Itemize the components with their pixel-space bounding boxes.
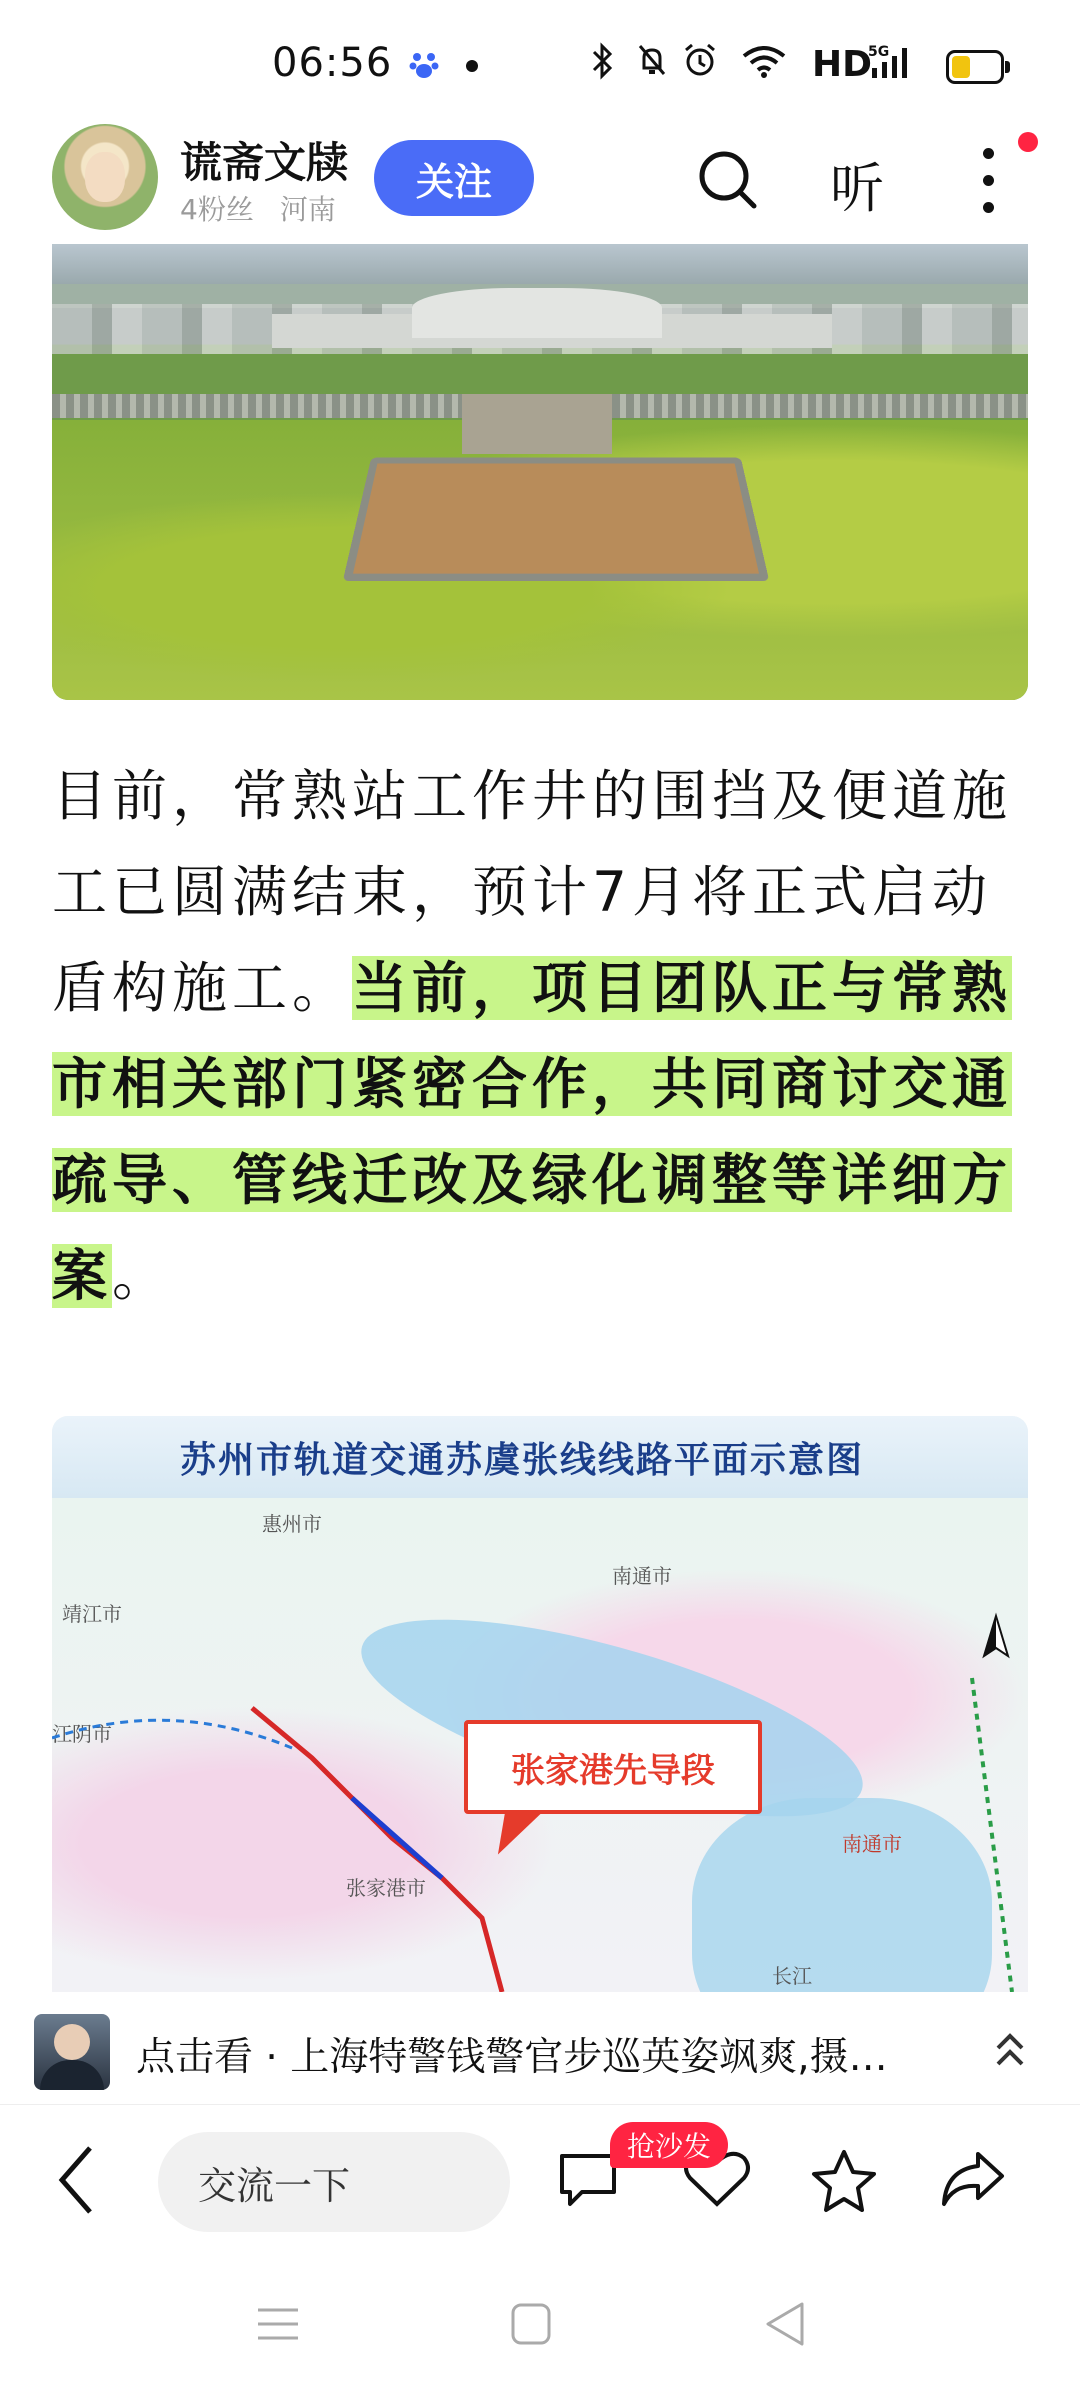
fans-count: 4粉丝 [180,193,254,226]
listen-button[interactable]: 听 [830,157,884,220]
recommended-thumbnail[interactable] [34,2014,110,2090]
map-title-bar [52,1416,1028,1498]
article-highlight-text: 当前，项目团队正与常熟市相关部门紧密合作，共同商讨交通疏导、管线迁改及绿化调整等详细方案 [52,956,1013,1308]
more-icon[interactable] [980,148,996,214]
status-bar [0,0,1080,130]
map-place: 南通市 [842,1832,902,1856]
follow-button[interactable]: 关注 [374,140,534,216]
share-icon[interactable] [938,2148,1008,2210]
home-nav-icon[interactable] [510,2302,552,2346]
chevron-up-icon[interactable] [990,2026,1030,2074]
network-type: HD [812,44,873,85]
map-place: 南通市 [612,1564,672,1588]
map-title: 苏州市轨道交通苏虞张线线路平面示意图 [180,1440,865,1481]
author-name[interactable]: 谎斋文牍 [180,138,349,187]
search-icon[interactable] [696,148,760,212]
article-body [52,748,1032,1324]
article-end: 。 [112,1244,173,1308]
mute-icon [636,42,668,80]
status-time: 06:56 [272,40,393,86]
map-place: 张家港市 [346,1876,426,1900]
author-location: 河南 [279,193,336,226]
menu-nav-icon[interactable] [256,2304,300,2344]
route-map-image[interactable] [52,1416,1028,1992]
notification-dot [466,60,478,72]
comment-input[interactable]: 交流一下 [158,2132,510,2232]
article-header [0,120,1080,240]
back-nav-icon[interactable] [762,2300,806,2348]
svg-text:5G: 5G [868,44,890,60]
compass-icon [978,1608,1014,1664]
back-icon[interactable] [54,2142,98,2218]
article-plain-text: 目前，常熟站工作井的围挡及便道施工已圆满结束，预计7月将正式启动盾构施工。 [52,764,1013,1020]
alarm-icon [682,42,718,80]
station-photo[interactable] [52,244,1028,700]
system-nav-bar [0,2256,1080,2400]
notify-badge [1018,132,1038,152]
bluetooth-icon [590,42,614,80]
wifi-icon [740,42,788,80]
bottom-action-bar [0,2106,1080,2256]
sofa-badge: 抢沙发 [610,2122,728,2168]
star-icon[interactable] [810,2148,878,2214]
baidu-app-icon [408,48,440,80]
recommended-title[interactable]: 点击看 · 上海特警钱警官步巡英姿飒爽,摄… [136,2035,888,2080]
author-avatar[interactable] [52,124,158,230]
map-callout: 张家港先导段 [464,1720,762,1814]
map-place: 长江 [772,1964,812,1988]
map-place: 靖江市 [62,1602,122,1626]
map-place: 惠州市 [262,1512,322,1536]
map-place: 江阴市 [52,1722,112,1746]
signal-5g-icon [868,42,918,82]
battery-icon [946,50,1004,84]
author-meta [180,188,362,228]
recommended-video-bar[interactable] [0,2000,1080,2105]
map-body [52,1498,1028,1992]
